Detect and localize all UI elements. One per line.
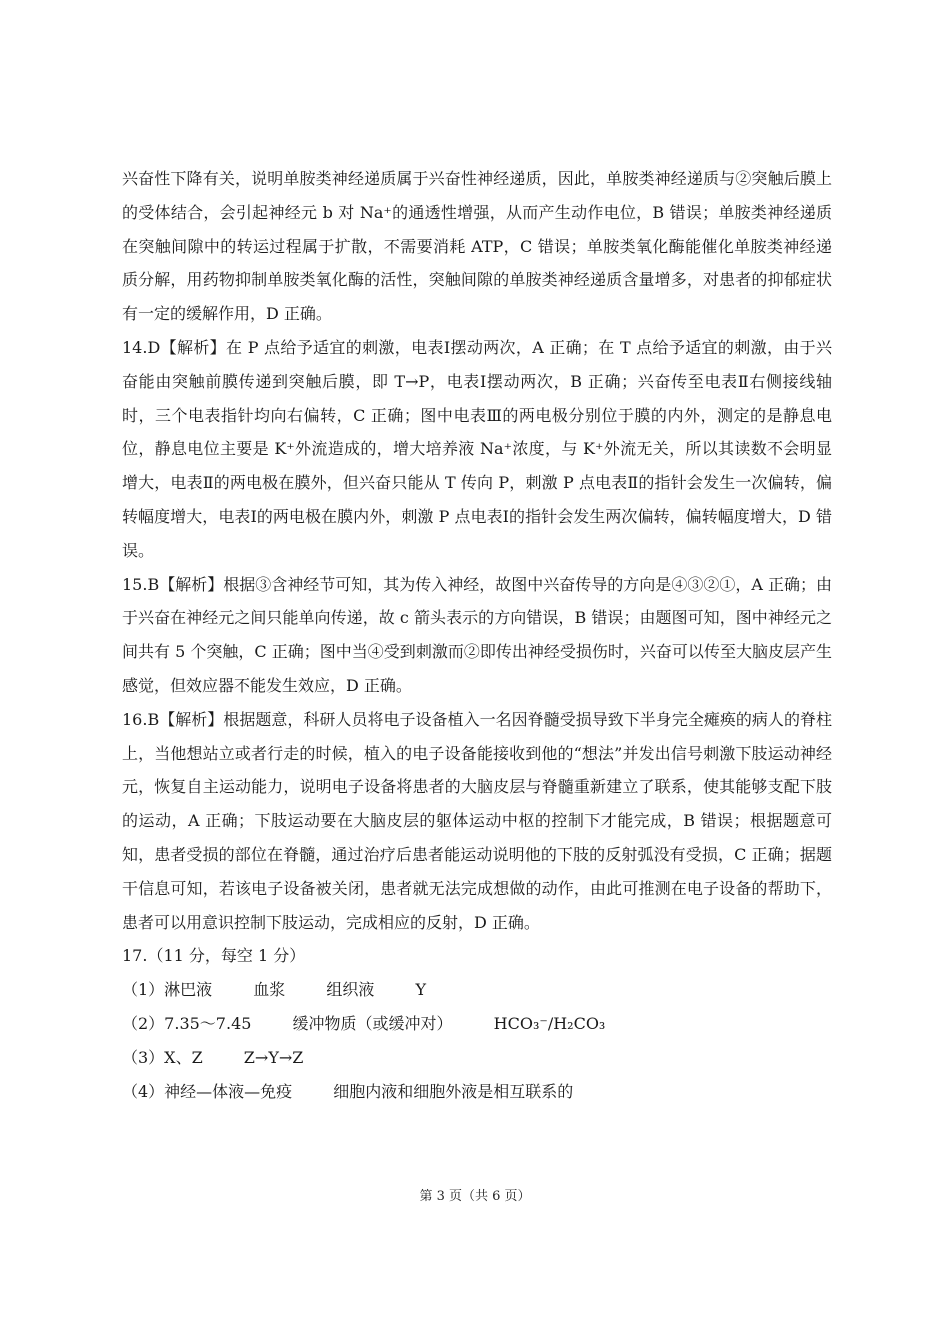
q17-answer-2 (122, 1007, 832, 1041)
q17-1-b: 血浆 (253, 980, 286, 1000)
q17-answer-1 (122, 973, 832, 1007)
paragraph-15: 15.B【解析】根据③含神经节可知，其为传入神经，故图中兴奋传导的方向是④③②①，A 正确；由于兴奋在神经元之间只能单向传递，故 c 箭头表示的方向错误，B 错误；由题图可知，图中神经元之间共有 5 个突触，C 正确；图中当④受到刺激而②即传出神经受损伤时，兴奋可以传至大脑皮层产生感觉，但效应器不能发生效应，D 正确。 (122, 574, 832, 695)
q17-3-a: （3）X、Z (122, 1047, 203, 1067)
q17-1-a: （1）淋巴液 (122, 980, 213, 1000)
q17-answer-4 (122, 1075, 832, 1109)
paragraph-14: 14.D【解析】在 P 点给予适宜的刺激，电表Ⅰ摆动两次，A 正确；在 T 点给予适宜的刺激，由于兴奋能由突触前膜传递到突触后膜，即 T→P，电表Ⅰ摆动两次，B 正确；兴奋传至电表Ⅱ右侧接线轴时，三个电表指针均向右偏转，C 正确；图中电表Ⅲ的两电极分别位于膜的内外，测定的是静息电位，静息电位主要是 K⁺外流造成的，增大培养液 Na⁺浓度，与 K⁺外流无关，所以其读数不会明显增大，电表Ⅱ的两电极在膜外，但兴奋只能从 T 传向 P，刺激 P 点电表Ⅱ的指针会发生一次偏转，偏转幅度增大，电表Ⅰ的两电极在膜内外，刺激 P 点电表Ⅰ的指针会发生两次偏转，偏转幅度增大，D 错误。 (122, 337, 832, 560)
q17-1-c: 组织液 (326, 980, 375, 1000)
q17-1-d: Y (415, 980, 427, 1000)
q17-4-a: （4）神经—体液—免疫 (122, 1081, 293, 1101)
q17-answer-3 (122, 1041, 832, 1075)
q17-2-a: （2）7.35～7.45 (122, 1013, 252, 1033)
q17-2-b: 缓冲物质（或缓冲对） (292, 1013, 453, 1033)
paragraph-16: 16.B【解析】根据题意，科研人员将电子设备植入一名因脊髓受损导致下半身完全瘫痪的病人的脊柱上，当他想站立或者行走的时候，植入的电子设备能接收到他的“想法”并发出信号刺激下肢运动神经元，恢复自主运动能力，说明电子设备将患者的大脑皮层与脊髓重新建立了联系，使其能够支配下肢的运动，A 正确；下肢运动要在大脑皮层的躯体运动中枢的控制下才能完成，B 错误；根据题意可知，患者受损的部位在脊髓，通过治疗后患者能运动说明他的下肢的反射弧没有受损，C 正确；据题干信息可知，若该电子设备被关闭，患者就无法完成想做的动作，由此可推测在电子设备的帮助下，患者可以用意识控制下肢运动，完成相应的反射，D 正确。 (122, 709, 832, 932)
q17-3-b: Z→Y→Z (243, 1047, 304, 1067)
paragraph-13-continued: 兴奋性下降有关，说明单胺类神经递质属于兴奋性神经递质，因此，单胺类神经递质与②突触后膜上的受体结合，会引起神经元 b 对 Na⁺的通透性增强，从而产生动作电位，B 错误；单胺类神经递质在突触间隙中的转运过程属于扩散，不需要消耗 ATP，C 错误；单胺类氧化酶能催化单胺类神经递质分解，用药物抑制单胺类氧化酶的活性，突触间隙的单胺类神经递质含量增多，对患者的抑郁症状有一定的缓解作用，D 正确。 (122, 169, 832, 324)
q17-header: 17.（11 分，每空 1 分） (122, 946, 306, 966)
q17-4-b: 细胞内液和细胞外液是相互联系的 (333, 1081, 574, 1101)
answer-content (122, 162, 832, 1108)
q17-2-c: HCO₃⁻/H₂CO₃ (493, 1013, 606, 1033)
page-footer: 第 3 页（共 6 页） (419, 1189, 531, 1204)
